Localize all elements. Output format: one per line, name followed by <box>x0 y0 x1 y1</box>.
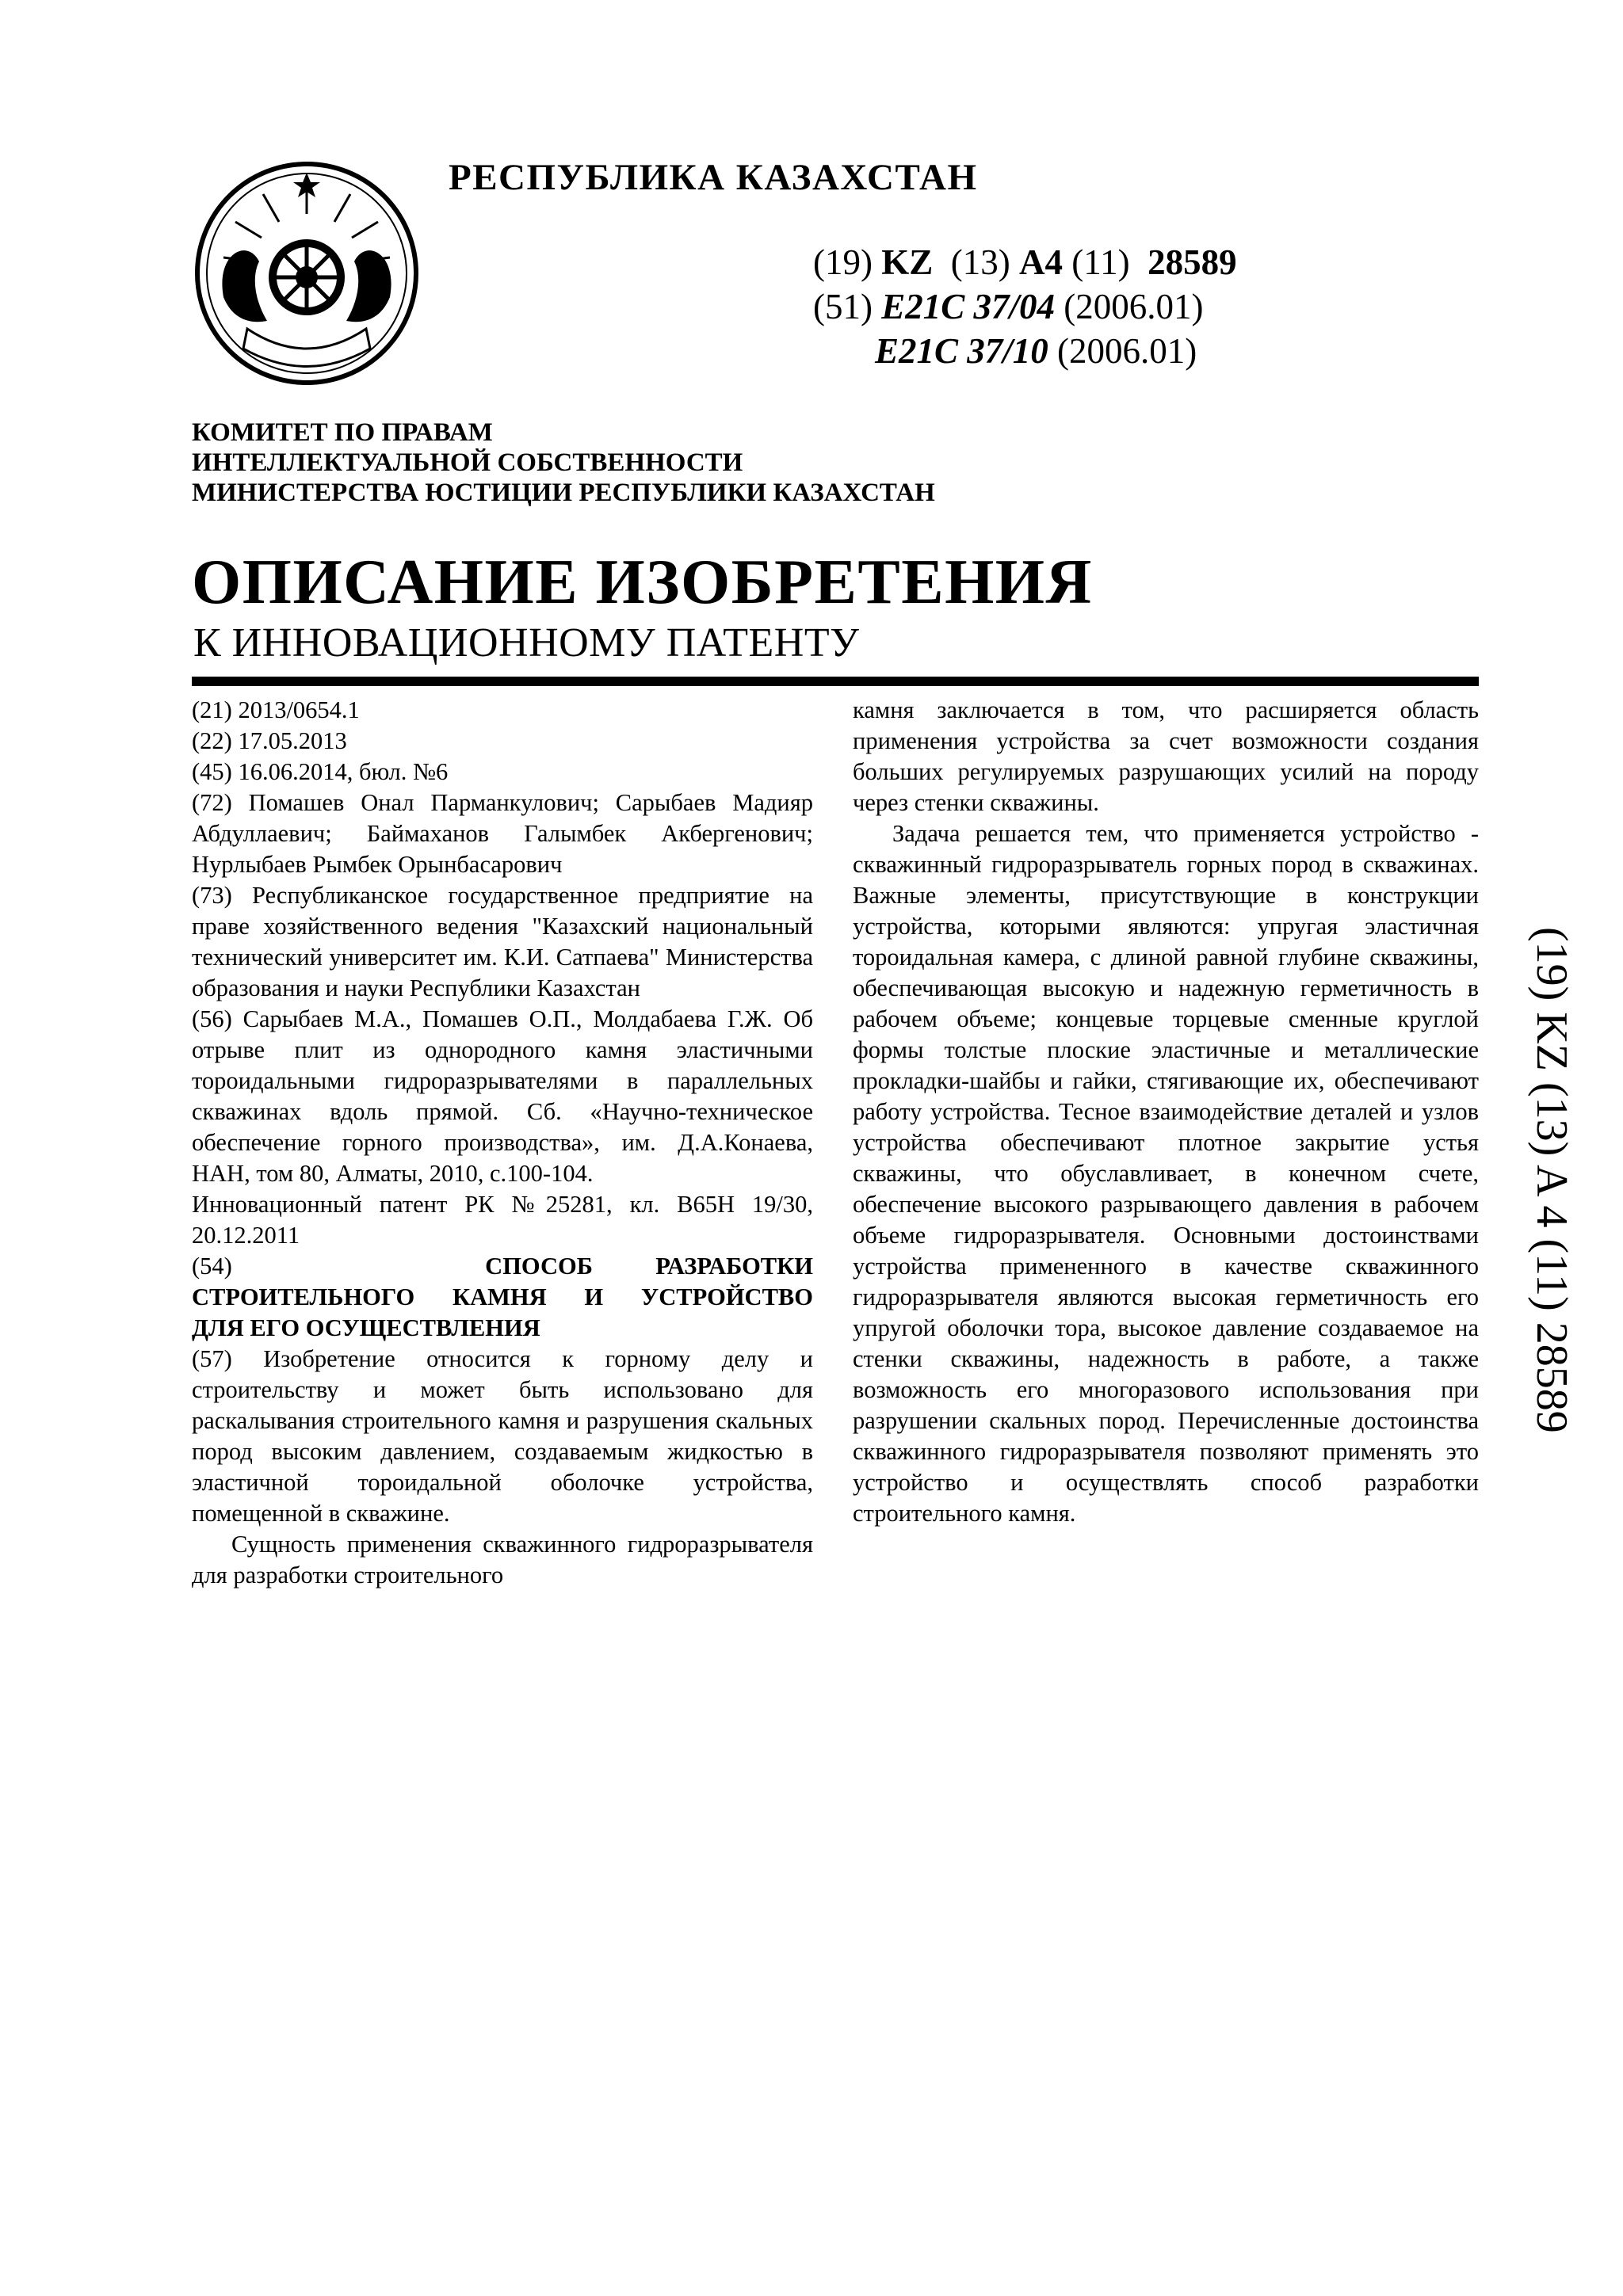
side-patent-number: (19) KZ (13) A 4 (11) 28589 <box>1527 927 1576 1433</box>
field-45: (45) 16.06.2014, бюл. №6 <box>192 758 449 785</box>
field-54-title-line-2: СТРОИТЕЛЬНОГО КАМНЯ И УСТРОЙСТВО <box>192 1283 813 1310</box>
field-72-inventors: (72) Помашев Онал Парманкулович; Сарыбаев Мадияр Абдуллаевич; Баймаханов Галымбек Акбергенович; Нурлыбаев Рымбек Орынбасарович <box>192 789 813 878</box>
field-54-code: (54) <box>192 1253 232 1280</box>
field-56-reference-2: Инновационный патент РК №25281, кл. B65H 19/30, 20.12.2011 <box>192 1191 813 1249</box>
committee-line-2: ИНТЕЛЛЕКТУАЛЬНОЙ СОБСТВЕННОСТИ <box>192 448 743 477</box>
field-54-title-line-3: ДЛЯ ЕГО ОСУЩЕСТВЛЕНИЯ <box>192 1314 540 1341</box>
state-emblem-icon <box>192 158 422 388</box>
document-kind: A4 <box>1019 242 1063 282</box>
country-code: KZ <box>881 242 934 282</box>
codes-row-3 <box>813 330 1237 375</box>
abstract-paragraph-1-continued: камня заключается в том, что расширяется область применения устройства за счет возможности создания больших регулируемых разрушающих усилий на породу через стенки скважины. <box>853 696 1479 816</box>
document-subtitle: К ИННОВАЦИОННОМУ ПАТЕНТУ <box>193 620 860 666</box>
field-22: (22) 17.05.2013 <box>192 727 347 754</box>
state-emblem <box>192 158 422 388</box>
field-73-owner: (73) Республиканское государственное предприятие на праве хозяйственного ведения "Казахский национальный технический университет им. К.И. Сатпаева" Министерства образования и науки Республики Казахстан <box>192 882 813 1001</box>
field-56-references: (56) Сарыбаев М.А., Помашев О.П., Молдабаева Г.Ж. Об отрыве плит из однородного камня эластичными тороидальными гидроразрывателями в параллельных скважинах вдоль прямой. Сб. «Научно-техническое обеспечение горного производства», им. Д.А.Конаева, НАН, том 80, Алматы, 2010, с.100-104. <box>192 1005 813 1187</box>
header-divider <box>192 677 1479 686</box>
ipc-class-2-version: (2006.01) <box>1057 331 1197 371</box>
publication-codes <box>813 242 1237 375</box>
ipc-class-2: E21C 37/10 <box>875 331 1048 371</box>
ipc-class-1: E21C 37/04 <box>881 287 1056 326</box>
code-51: (51) <box>813 287 873 326</box>
codes-row-2 <box>813 286 1237 330</box>
field-21: (21) 2013/0654.1 <box>192 696 360 723</box>
committee-name <box>192 418 935 508</box>
field-54-title-a: СПОСОБ РАЗРАБОТКИ <box>485 1253 813 1280</box>
right-column <box>853 695 1479 1529</box>
committee-line-3: МИНИСТЕРСТВА ЮСТИЦИИ РЕСПУБЛИКИ КАЗАХСТАН <box>192 479 935 507</box>
abstract-paragraph-1: Сущность применения скважинного гидроразрывателя для разработки строительного <box>192 1531 813 1589</box>
codes-row-1 <box>813 242 1237 286</box>
field-57-abstract: (57) Изобретение относится к горному делу и строительству и может быть использовано для раскалывания строительного камня и разрушения скальных пород высоким давлением, создаваемым жидкостью в эластичной тороидальной оболочке устройства, помещенной в скважине. <box>192 1345 813 1527</box>
left-column <box>192 695 813 1591</box>
ipc-class-1-version: (2006.01) <box>1064 287 1204 326</box>
field-54-title-line-1 <box>192 1251 813 1282</box>
document-title: ОПИСАНИЕ ИЗОБРЕТЕНИЯ <box>192 547 1093 617</box>
committee-line-1: КОМИТЕТ ПО ПРАВАМ <box>192 418 493 447</box>
code-19: (19) <box>813 242 873 282</box>
country-title: РЕСПУБЛИКА КАЗАХСТАН <box>449 157 978 198</box>
abstract-paragraph-2: Задача решается тем, что применяется устройство - скважинный гидроразрыватель горных пород в скважинах. Важные элементы, присутствующие в конструкции устройства, которыми являются: упругая эластичная тороидальная камера, с длиной равной глубине скважины, обеспечивающая высокую и надежную герметичность в рабочем объеме; концевые торцевые сменные круглой формы толстые плоские эластичные и металлические прокладки-шайбы и гайки, стягивающие их, обеспечивают работу устройства. Тесное взаимодействие деталей и узлов устройства обеспечивают плотное закрытие устья скважины, что обуславливает, в конечном счете, обеспечение высокого разрывающего давления в рабочем объеме гидроразрывателя. Основными достоинствами устройства примененного в качестве скважинного гидроразрывателя являются высокая герметичность его упругой оболочки тора, высокое давление создаваемое на стенки скважины, надежность в работе, а также возможность его многоразового использования при разрушении скальных пород. Перечисленные достоинства скважинного гидроразрывателя позволяют применять это устройство и осуществлять способ разработки строительного камня. <box>853 820 1479 1527</box>
code-13: (13) <box>950 242 1010 282</box>
patent-number: 28589 <box>1148 242 1237 282</box>
code-11: (11) <box>1071 242 1130 282</box>
